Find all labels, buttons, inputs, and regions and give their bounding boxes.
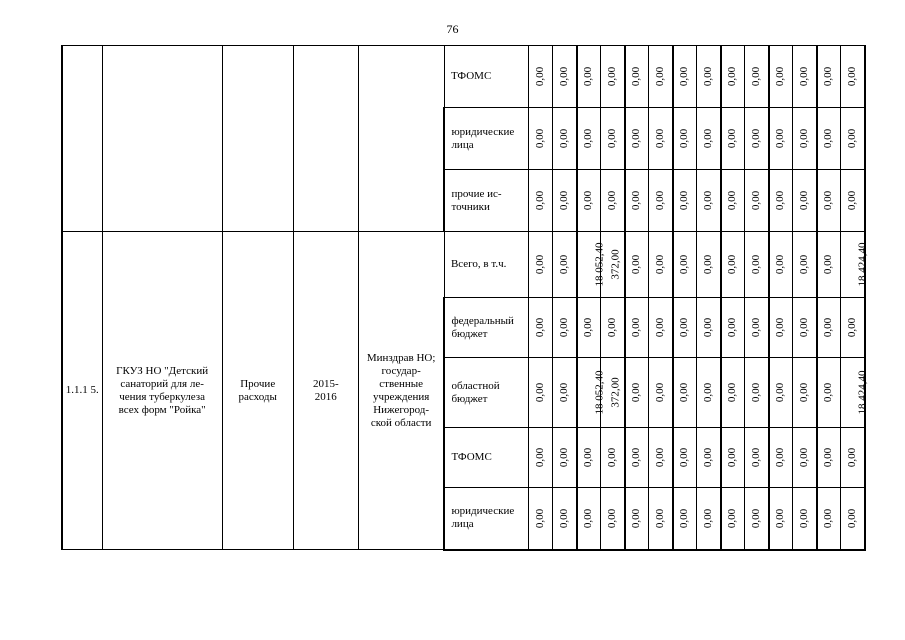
value-text: 0,00	[797, 317, 810, 338]
value-cell	[745, 232, 769, 298]
value-cell	[625, 170, 649, 232]
value-cell	[601, 170, 625, 232]
value-text: 0,00	[749, 382, 762, 403]
value-cell	[577, 108, 601, 170]
value-text: 0,00	[846, 66, 859, 87]
funding-source-label: областной бюджет	[444, 358, 528, 428]
value-text: 0,00	[630, 128, 643, 149]
table-row	[62, 232, 865, 298]
value-cell	[673, 488, 697, 550]
years-cell-empty	[293, 46, 358, 232]
value-text: 0,00	[582, 66, 595, 87]
value-text: 0,00	[822, 128, 835, 149]
value-text: 0,00	[678, 190, 691, 211]
value-text: 0,00	[701, 66, 714, 87]
value-text: 0,00	[630, 508, 643, 528]
value-text: 0,00	[846, 508, 859, 528]
value-text: 0,00	[605, 508, 618, 528]
value-text: 0,00	[678, 254, 691, 275]
value-text: 0,00	[822, 190, 835, 211]
institution-cell-empty	[102, 46, 222, 232]
value-cell	[577, 170, 601, 232]
value-cell	[673, 232, 697, 298]
value-cell	[697, 170, 721, 232]
value-text: 0,00	[749, 128, 762, 149]
value-cell	[649, 46, 673, 108]
expense-type: Прочие расходы	[222, 232, 293, 550]
value-cell	[625, 358, 649, 428]
value-cell	[553, 298, 577, 358]
value-text: 0,00	[582, 190, 595, 211]
funding-source-label: ТФОМС	[444, 428, 528, 488]
value-text: 0,00	[582, 317, 595, 338]
value-text: 0,00	[630, 66, 643, 87]
funding-source-label: федеральный бюджет	[444, 298, 528, 358]
value-text: 0,00	[678, 128, 691, 149]
value-text: 0,00	[822, 508, 835, 528]
value-text: 0,00	[701, 447, 714, 468]
value-cell	[649, 108, 673, 170]
value-text: 0,00	[701, 508, 714, 528]
value-text: 0,00	[678, 382, 691, 403]
value-text: 0,00	[774, 128, 787, 149]
value-cell	[721, 108, 745, 170]
value-text: 0,00	[774, 382, 787, 403]
value-text: 0,00	[846, 128, 859, 149]
value-cell	[697, 232, 721, 298]
value-cell	[529, 358, 553, 428]
value-cell	[769, 298, 793, 358]
value-cell	[721, 46, 745, 108]
value-cell	[793, 170, 817, 232]
value-cell	[577, 46, 601, 108]
value-cell	[721, 488, 745, 550]
value-text: 372,00	[609, 377, 622, 408]
value-text: 0,00	[774, 254, 787, 275]
value-cell	[769, 428, 793, 488]
value-text: 0,00	[653, 128, 666, 149]
value-text: 0,00	[701, 254, 714, 275]
value-text: 18 424,40	[856, 242, 869, 287]
value-text: 0,00	[797, 190, 810, 211]
value-cell	[577, 232, 606, 298]
value-text: 0,00	[534, 254, 547, 275]
value-cell	[577, 358, 606, 428]
value-text: 0,00	[630, 254, 643, 275]
value-cell	[649, 358, 673, 428]
value-text: 0,00	[774, 317, 787, 338]
institution-name: ГКУЗ НО "Детский санаторий для ле-чения туберкулеза всех форм "Ройка"	[102, 232, 222, 550]
value-text: 0,00	[630, 447, 643, 468]
value-text: 0,00	[557, 447, 570, 468]
value-cell	[649, 170, 673, 232]
value-text: 0,00	[605, 128, 618, 149]
value-text: 0,00	[534, 190, 547, 211]
value-cell	[577, 298, 601, 358]
value-text: 0,00	[726, 382, 739, 403]
value-text: 0,00	[846, 317, 859, 338]
value-cell	[841, 358, 869, 428]
value-text: 372,00	[609, 249, 622, 280]
value-cell	[817, 428, 841, 488]
value-cell	[673, 108, 697, 170]
value-cell	[625, 46, 649, 108]
value-text: 0,00	[749, 447, 762, 468]
value-text: 0,00	[630, 382, 643, 403]
value-cell	[649, 488, 673, 550]
value-text: 0,00	[822, 447, 835, 468]
value-text: 0,00	[726, 317, 739, 338]
value-text: 0,00	[534, 128, 547, 149]
value-text: 0,00	[582, 447, 595, 468]
value-cell	[793, 46, 817, 108]
value-cell	[817, 108, 841, 170]
value-text: 0,00	[749, 508, 762, 528]
funding-source-label: прочие ис-точники	[444, 170, 528, 232]
value-text: 0,00	[653, 508, 666, 528]
value-cell	[553, 358, 577, 428]
value-text: 0,00	[534, 508, 547, 528]
value-text: 0,00	[605, 190, 618, 211]
value-cell	[529, 46, 553, 108]
value-cell	[553, 170, 577, 232]
funding-source-label: Всего, в т.ч.	[444, 232, 528, 298]
value-text: 0,00	[797, 128, 810, 149]
years: 2015-2016	[293, 232, 358, 550]
value-text: 0,00	[726, 190, 739, 211]
value-cell	[697, 108, 721, 170]
table-row	[62, 46, 865, 108]
value-cell	[841, 298, 865, 358]
value-cell	[721, 170, 745, 232]
value-text: 0,00	[557, 317, 570, 338]
value-text: 0,00	[557, 190, 570, 211]
value-cell	[529, 108, 553, 170]
value-text: 0,00	[630, 190, 643, 211]
value-cell	[577, 428, 601, 488]
value-cell	[601, 488, 625, 550]
funding-source-label: ТФОМС	[444, 46, 528, 108]
value-text: 18 424,40	[856, 370, 869, 415]
value-text: 0,00	[557, 254, 570, 275]
value-cell	[697, 46, 721, 108]
value-cell	[745, 298, 769, 358]
value-cell	[841, 232, 869, 298]
value-cell	[817, 46, 841, 108]
value-cell	[817, 232, 841, 298]
value-cell	[793, 428, 817, 488]
value-text: 0,00	[557, 128, 570, 149]
value-cell	[769, 358, 793, 428]
value-cell	[697, 488, 721, 550]
value-text: 0,00	[678, 66, 691, 87]
value-text: 0,00	[605, 447, 618, 468]
value-cell	[601, 108, 625, 170]
value-cell	[817, 358, 841, 428]
value-cell	[721, 298, 745, 358]
value-cell	[625, 232, 649, 298]
value-cell	[673, 358, 697, 428]
value-text: 0,00	[534, 447, 547, 468]
value-text: 0,00	[749, 66, 762, 87]
expense-cell-empty	[222, 46, 293, 232]
value-cell	[673, 428, 697, 488]
value-cell	[721, 232, 745, 298]
value-cell	[553, 488, 577, 550]
value-text: 0,00	[701, 190, 714, 211]
value-cell	[745, 108, 769, 170]
value-text: 0,00	[774, 447, 787, 468]
value-text: 0,00	[774, 66, 787, 87]
value-text: 0,00	[846, 190, 859, 211]
value-cell	[793, 358, 817, 428]
value-cell	[817, 298, 841, 358]
value-text: 0,00	[726, 508, 739, 528]
value-text: 0,00	[822, 317, 835, 338]
value-text: 0,00	[797, 66, 810, 87]
value-cell	[601, 46, 625, 108]
value-text: 0,00	[701, 317, 714, 338]
value-cell	[745, 170, 769, 232]
value-cell	[673, 298, 697, 358]
value-cell	[625, 298, 649, 358]
page-number: 76	[446, 22, 459, 36]
value-cell	[625, 108, 649, 170]
value-text: 0,00	[653, 382, 666, 403]
value-text: 0,00	[774, 508, 787, 528]
number-cell-empty	[62, 46, 102, 232]
value-cell	[529, 232, 553, 298]
value-text: 0,00	[749, 190, 762, 211]
value-cell	[841, 108, 865, 170]
value-text: 0,00	[822, 66, 835, 87]
value-text: 0,00	[605, 66, 618, 87]
value-text: 0,00	[605, 317, 618, 338]
value-cell	[817, 488, 841, 550]
funding-source-label: юридические лица	[444, 108, 528, 170]
value-text: 0,00	[534, 317, 547, 338]
budget-table	[61, 45, 869, 551]
value-text: 0,00	[797, 254, 810, 275]
value-text: 0,00	[653, 317, 666, 338]
value-cell	[529, 170, 553, 232]
value-text: 18 052,40	[593, 370, 606, 415]
value-cell	[697, 298, 721, 358]
value-text: 0,00	[653, 66, 666, 87]
value-text: 0,00	[797, 382, 810, 403]
value-cell	[577, 488, 601, 550]
value-cell	[625, 428, 649, 488]
value-cell	[841, 488, 865, 550]
value-cell	[553, 428, 577, 488]
value-text: 0,00	[557, 66, 570, 87]
value-cell	[745, 428, 769, 488]
value-text: 0,00	[534, 66, 547, 87]
value-text: 0,00	[749, 317, 762, 338]
value-text: 0,00	[822, 254, 835, 275]
value-cell	[649, 298, 673, 358]
value-cell	[721, 428, 745, 488]
value-text: 0,00	[557, 382, 570, 403]
value-cell	[817, 170, 841, 232]
value-cell	[841, 428, 865, 488]
value-text: 0,00	[846, 447, 859, 468]
value-text: 0,00	[678, 317, 691, 338]
value-cell	[553, 232, 577, 298]
value-text: 0,00	[701, 128, 714, 149]
value-cell	[793, 232, 817, 298]
value-cell	[529, 488, 553, 550]
value-cell	[745, 488, 769, 550]
value-text: 0,00	[726, 254, 739, 275]
funding-source-label: юридические лица	[444, 488, 528, 550]
value-cell	[769, 232, 793, 298]
value-text: 0,00	[653, 254, 666, 275]
value-text: 0,00	[749, 254, 762, 275]
value-cell	[673, 170, 697, 232]
value-text: 0,00	[582, 508, 595, 528]
value-cell	[601, 428, 625, 488]
item-number: 1.1.1 5.	[62, 232, 102, 550]
value-cell	[793, 298, 817, 358]
value-cell	[529, 428, 553, 488]
value-text: 0,00	[726, 66, 739, 87]
value-cell	[769, 170, 793, 232]
value-cell	[697, 358, 721, 428]
value-cell	[841, 46, 865, 108]
value-cell	[625, 488, 649, 550]
value-cell	[745, 46, 769, 108]
value-text: 0,00	[534, 382, 547, 403]
value-text: 0,00	[797, 508, 810, 528]
value-cell	[745, 358, 769, 428]
value-cell	[793, 488, 817, 550]
value-cell	[769, 108, 793, 170]
value-cell	[649, 428, 673, 488]
executor: Минздрав НО; государ-ственные учреждения Нижегород-ской области	[358, 232, 444, 550]
value-text: 0,00	[774, 190, 787, 211]
value-cell	[649, 232, 673, 298]
value-text: 0,00	[678, 447, 691, 468]
value-text: 0,00	[653, 447, 666, 468]
value-text: 0,00	[653, 190, 666, 211]
value-text: 0,00	[701, 382, 714, 403]
value-text: 0,00	[726, 447, 739, 468]
executor-cell-empty	[358, 46, 444, 232]
value-cell	[721, 358, 745, 428]
value-cell	[553, 108, 577, 170]
value-cell	[769, 46, 793, 108]
value-text: 0,00	[797, 447, 810, 468]
value-cell	[769, 488, 793, 550]
value-cell	[841, 170, 865, 232]
value-cell	[529, 298, 553, 358]
value-text: 0,00	[582, 128, 595, 149]
value-text: 0,00	[630, 317, 643, 338]
value-text: 0,00	[822, 382, 835, 403]
value-text: 0,00	[678, 508, 691, 528]
value-cell	[697, 428, 721, 488]
value-cell	[793, 108, 817, 170]
value-text: 0,00	[557, 508, 570, 528]
value-text: 0,00	[726, 128, 739, 149]
value-cell	[673, 46, 697, 108]
value-cell	[553, 46, 577, 108]
value-text: 18 052,40	[593, 242, 606, 287]
value-cell	[601, 298, 625, 358]
